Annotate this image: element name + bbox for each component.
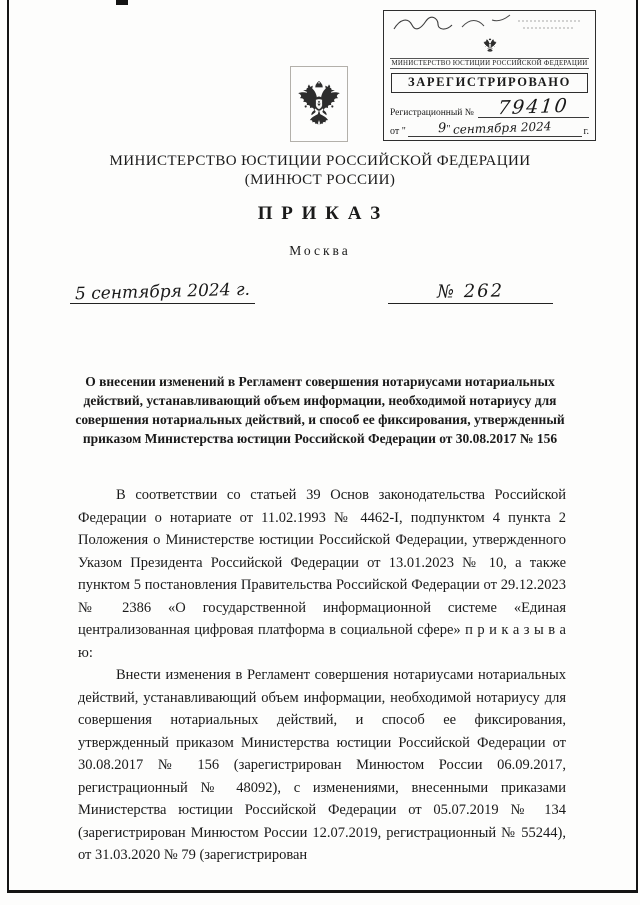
- handwritten-scribble: [390, 13, 589, 37]
- document-number-field: [388, 281, 553, 304]
- scan-artifact-mark: [116, 0, 128, 5]
- stamp-date-month-year: сентября 2024: [452, 119, 552, 137]
- stamp-reg-number-box: [478, 94, 589, 119]
- stamp-date-prefix: от ": [390, 125, 406, 137]
- document-type-heading: П Р И К А З: [257, 203, 383, 224]
- ministry-title: [0, 152, 640, 190]
- coat-of-arms-icon: [294, 72, 344, 136]
- stamp-reg-label: Регистрационный №: [390, 107, 474, 118]
- document-body: [78, 484, 566, 867]
- scan-edge-left: [7, 0, 9, 893]
- coat-of-arms-box: [290, 66, 348, 142]
- stamp-date-suffix: г.: [583, 125, 589, 137]
- stamp-registration-number-line: [390, 94, 589, 119]
- scan-edge-bottom: [7, 890, 638, 893]
- stamp-reg-number: 79410: [496, 94, 570, 119]
- stamp-coat-of-arms-icon: [390, 37, 589, 55]
- document-number-handwritten: № 262: [436, 280, 505, 303]
- body-paragraph-2: Внести изменения в Регламент совершения нотариусами нотариальных действий, устанавливающий объем информации, необходимой нотариусу для совершения нотариальных действий, и способ ее фиксирования, утвержденный приказом Министерства юстиции Российской Федерации от 30.08.2017 № 156 (зарегистрирован Минюстом России 06.09.2017, регистрационный № 48092), с изменениями, внесенными приказами Министерства юстиции Российской Федерации от 05.07.2019 № 134 (зарегистрирован Минюстом России 12.07.2019, регистрационный № 55244), от 31.03.2020 № 79 (зарегистрирован: [78, 667, 566, 863]
- city-label: Москва: [289, 243, 351, 258]
- ministry-title-line2: (МИНЮСТ РОССИИ): [244, 172, 396, 188]
- stamp-date-line: [390, 121, 589, 137]
- stamp-ministry-text: МИНИСТЕРСТВО ЮСТИЦИИ РОССИЙСКОЙ ФЕДЕРАЦИИ: [391, 59, 588, 67]
- body-paragraph-1: В соответствии со статьей 39 Основ законодательства Российской Федерации о нотариате от 11.02.1993 № 4462-I, подпунктом 4 пункта 2 Положения о Министерстве юстиции Российской Федерации, утвержденного Указом Президента Российской Федерации от 13.01.2023 № 10, а также пунктом 5 постановления Правительства Российской Федерации от 29.12.2023 № 2386 «О государственной информационной системе «Единая централизованная цифровая платформа в социальной сфере» п р и к а з ы в а ю:: [78, 487, 566, 661]
- scan-edge-right: [636, 0, 638, 893]
- registration-stamp: [383, 10, 596, 141]
- subject-title: О внесении изменений в Регламент совершения нотариусами нотариальных действий, устанавливающий объем информации, необходимой нотариусу для совершения нотариальных действий, и способ ее фиксирования, утвержденный приказом Министерства юстиции Российской Федерации от 30.08.2017 № 156: [75, 374, 565, 446]
- stamp-date-day: 9: [437, 120, 447, 137]
- document-date-handwritten: 5 сентября 2024 г.: [74, 279, 251, 305]
- document-date-field: [70, 279, 255, 305]
- date-number-row: [70, 281, 553, 304]
- stamp-date-handwritten: [408, 121, 582, 137]
- stamp-date-close-quote: ": [446, 123, 451, 135]
- ministry-title-line1: МИНИСТЕРСТВО ЮСТИЦИИ РОССИЙСКОЙ ФЕДЕРАЦИИ: [109, 153, 531, 169]
- stamp-registered-label: ЗАРЕГИСТРИРОВАНО: [391, 73, 588, 93]
